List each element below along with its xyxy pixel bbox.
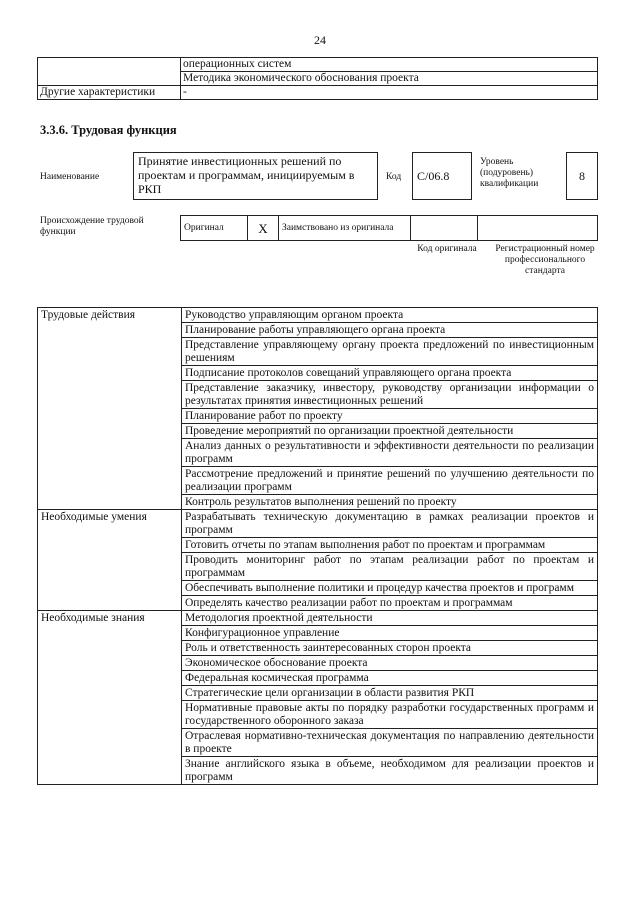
code-of-original-cell — [411, 216, 478, 241]
original-mark: X — [248, 216, 279, 241]
row-label — [38, 72, 181, 86]
table-row — [38, 86, 598, 100]
labor-function-table — [37, 307, 598, 785]
table-row — [181, 216, 598, 241]
required-skills-label: Необходимые умения — [38, 510, 182, 611]
function-code: С/06.8 — [412, 152, 472, 200]
origin-table — [180, 215, 598, 241]
origin-label: Происхождение трудовой функции — [40, 216, 144, 237]
table-row — [38, 510, 598, 538]
row-value: Методика экономического обоснования проекта — [181, 72, 598, 86]
required-knowledge-item: Федеральная космическая программа — [182, 671, 598, 686]
continuation-table — [37, 57, 598, 100]
required-knowledge-item: Стратегические цели организации в области развития РКП — [182, 686, 598, 701]
row-value: операционных систем — [181, 58, 598, 72]
required-knowledge-item: Экономическое обоснование проекта — [182, 656, 598, 671]
required-knowledge-item: Нормативные правовые акты по порядку разработки государственных программ и государственного оборонного заказа — [182, 701, 598, 729]
section-title: 3.3.6. Трудовая функция — [40, 123, 177, 137]
required-skills-item: Определять качество реализации работ по проектам и программам — [182, 596, 598, 611]
row-value: - — [181, 86, 598, 100]
code-label: Код — [386, 172, 402, 182]
required-knowledge-label: Необходимые знания — [38, 611, 182, 785]
required-knowledge-item: Конфигурационное управление — [182, 626, 598, 641]
required-skills-item: Проводить мониторинг работ по этапам реализации работ по проектам и программам — [182, 553, 598, 581]
labor-actions-item: Анализ данных о результативности и эффективности деятельности по реализации программ — [182, 439, 598, 467]
original-label: Оригинал — [181, 216, 248, 241]
required-knowledge-item: Отраслевая нормативно-техническая документация по направлению деятельности в проекте — [182, 729, 598, 757]
labor-actions-item: Планирование работ по проекту — [182, 409, 598, 424]
required-knowledge-item: Знание английского языка в объеме, необходимом для реализации проектов и программ — [182, 757, 598, 785]
level-label: Уровень (подуровень) квалификации — [480, 157, 539, 189]
table-row — [38, 308, 598, 323]
required-knowledge-item: Методология проектной деятельности — [182, 611, 598, 626]
table-row — [38, 58, 598, 72]
table-row — [38, 72, 598, 86]
table-row — [38, 611, 598, 626]
registration-number-cell — [478, 216, 598, 241]
borrowed-label: Заимствовано из оригинала — [279, 216, 411, 241]
qualification-level: 8 — [566, 152, 598, 200]
labor-actions-item: Подписание протоколов совещаний управляющего органа проекта — [182, 366, 598, 381]
registration-caption: Регистрационный номер профессионального стандарта — [495, 244, 595, 276]
labor-actions-item: Представление управляющему органу проекта предложений по инвестиционным решениям — [182, 338, 598, 366]
row-label: Другие характеристики — [38, 86, 181, 100]
required-skills-item: Готовить отчеты по этапам выполнения работ по проектам и программам — [182, 538, 598, 553]
labor-actions-label: Трудовые действия — [38, 308, 182, 510]
labor-actions-item: Проведение мероприятий по организации проектной деятельности — [182, 424, 598, 439]
labor-actions-item: Рассмотрение предложений и принятие решений по улучшению деятельности по реализации программ — [182, 467, 598, 495]
row-label — [38, 58, 181, 72]
labor-actions-item: Руководство управляющим органом проекта — [182, 308, 598, 323]
code-caption: Код оригинала — [417, 244, 477, 254]
labor-actions-item: Планирование работы управляющего органа проекта — [182, 323, 598, 338]
required-knowledge-item: Роль и ответственность заинтересованных сторон проекта — [182, 641, 598, 656]
labor-actions-item: Контроль результатов выполнения решений по проекту — [182, 495, 598, 510]
required-skills-item: Разрабатывать техническую документацию в рамках реализации проектов и программ — [182, 510, 598, 538]
required-skills-item: Обеспечивать выполнение политики и процедур качества проектов и программ — [182, 581, 598, 596]
labor-actions-item: Представление заказчику, инвестору, руководству организации информации о результатах принятия инвестиционных решений — [182, 381, 598, 409]
name-label: Наименование — [40, 172, 100, 182]
function-name: Принятие инвестиционных решений по проектам и программам, инициируемым в РКП — [133, 152, 378, 200]
page-number: 24 — [314, 33, 326, 47]
